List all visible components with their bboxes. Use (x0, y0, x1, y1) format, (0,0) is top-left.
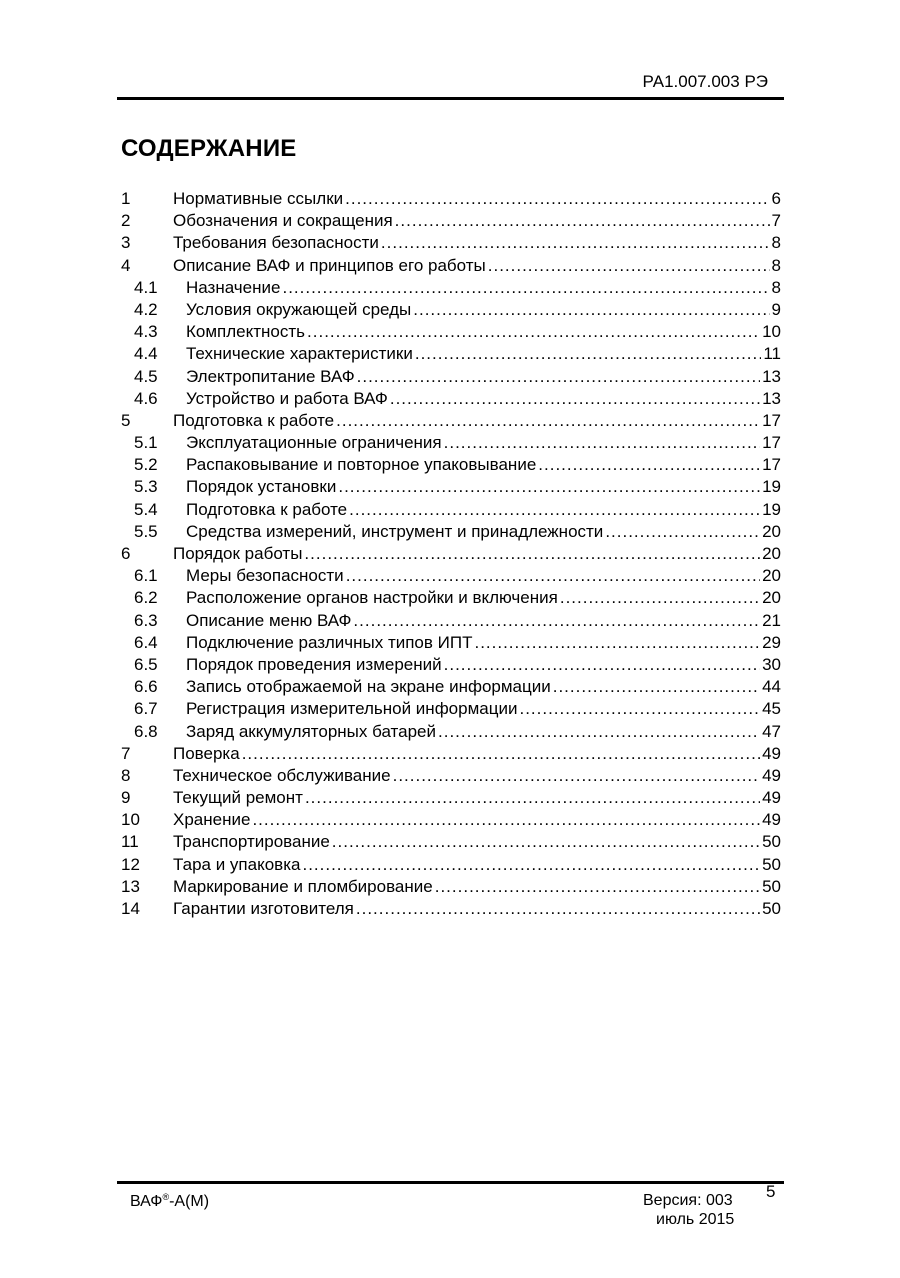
toc-entry-line (186, 610, 781, 632)
toc-entry-line (186, 343, 781, 365)
toc-entry-page: 47 (762, 721, 781, 741)
toc-entry-number: 5.4 (134, 499, 158, 519)
toc-entry-line (186, 432, 781, 454)
toc-entry-line (186, 565, 781, 587)
toc-entry-title: Назначение (186, 277, 281, 297)
toc-entry-title: Заряд аккумуляторных батарей (186, 721, 437, 741)
toc-entry-number: 6 (121, 544, 131, 563)
toc-entry-title: Меры безопасности (186, 566, 344, 586)
toc-entry-line (173, 255, 781, 277)
toc-entry-page: 20 (762, 521, 781, 541)
toc-entry-line (186, 388, 781, 410)
toc-entry-page: 17 (762, 455, 781, 475)
toc-entry-number: 6.2 (134, 588, 158, 608)
toc-entry-title: Порядок проведения измерений (186, 654, 442, 674)
toc-entry[interactable] (121, 410, 781, 432)
toc-entry-number: 6.3 (134, 610, 158, 630)
toc-entry-page: 50 (762, 899, 781, 918)
toc-entry-title: Гарантии изготовителя (173, 899, 354, 918)
toc-entry-number: 10 (121, 810, 140, 830)
toc-entry[interactable] (121, 543, 781, 565)
table-of-contents (121, 188, 781, 920)
toc-entry[interactable] (121, 499, 781, 521)
toc-dot-leader (444, 654, 760, 676)
toc-entry-line (186, 676, 781, 698)
toc-entry-page: 49 (762, 743, 781, 763)
toc-entry-page: 8 (771, 233, 781, 253)
toc-entry-page: 44 (762, 677, 781, 697)
toc-dot-leader (338, 476, 760, 498)
toc-entry[interactable] (121, 721, 781, 743)
toc-entry-number: 6.6 (134, 677, 158, 697)
toc-entry-page: 20 (762, 566, 781, 586)
toc-entry-number: 5 (121, 410, 131, 430)
toc-entry-title: Устройство и работа ВАФ (186, 388, 388, 408)
toc-entry[interactable] (121, 632, 781, 654)
toc-entry-title: Транспортирование (173, 832, 330, 852)
product-suffix: -А(М) (169, 1193, 210, 1210)
toc-entry-number: 2 (121, 211, 131, 231)
toc-entry-page: 17 (762, 433, 781, 453)
toc-entry-title: Требования безопасности (173, 233, 379, 253)
toc-entry-title: Электропитание ВАФ (186, 366, 355, 386)
toc-entry[interactable] (121, 255, 781, 277)
toc-entry-number: 3 (121, 233, 131, 253)
toc-dot-leader (242, 743, 760, 765)
toc-entry-line (173, 809, 781, 831)
toc-entry-page: 7 (771, 211, 781, 231)
toc-entry-page: 10 (762, 322, 781, 342)
toc-entry-line (186, 277, 781, 299)
registered-mark: ® (162, 1192, 170, 1202)
toc-entry-page: 29 (762, 632, 781, 652)
toc-entry-title: Хранение (173, 810, 251, 830)
toc-entry-page: 13 (762, 388, 781, 408)
toc-entry-line (186, 321, 781, 343)
toc-entry-line (186, 499, 781, 521)
toc-entry-line (173, 831, 781, 853)
footer-rule (117, 1181, 784, 1184)
toc-entry-line (173, 898, 781, 920)
toc-dot-leader (395, 210, 770, 232)
toc-entry-page: 8 (771, 255, 781, 275)
toc-entry[interactable] (121, 366, 781, 388)
toc-dot-leader (444, 432, 760, 454)
toc-dot-leader (519, 698, 760, 720)
toc-entry-number: 4.6 (134, 388, 158, 408)
toc-dot-leader (302, 854, 760, 876)
toc-entry[interactable] (121, 454, 781, 476)
toc-entry-number: 6.5 (134, 654, 158, 674)
toc-dot-leader (332, 831, 760, 853)
toc-entry-title: Текущий ремонт (173, 788, 303, 808)
toc-entry-page: 45 (762, 699, 781, 719)
toc-dot-leader (252, 809, 760, 831)
toc-dot-leader (349, 499, 760, 521)
toc-entry-line (186, 654, 781, 676)
toc-entry-number: 1 (121, 189, 131, 208)
toc-entry-title: Подготовка к работе (173, 410, 335, 430)
toc-entry-line (186, 587, 781, 609)
toc-entry[interactable] (121, 299, 781, 321)
toc-entry-title: Порядок установки (186, 477, 337, 497)
toc-entry-number: 6.7 (134, 699, 158, 719)
toc-entry-page: 49 (762, 765, 781, 785)
toc-entry[interactable] (121, 587, 781, 609)
toc-entry-number: 7 (121, 743, 131, 763)
toc-entry-title: Расположение органов настройки и включения (186, 588, 558, 608)
toc-entry[interactable] (121, 388, 781, 410)
toc-dot-leader (488, 255, 770, 277)
toc-entry-title: Эксплуатационные ограничения (186, 433, 442, 453)
toc-entry-title: Подключение различных типов ИПТ (186, 632, 473, 652)
toc-dot-leader (390, 388, 760, 410)
toc-entry-number: 5.2 (134, 455, 158, 475)
toc-entry-line (173, 543, 781, 565)
toc-entry-number: 11 (121, 832, 139, 852)
toc-entry-number: 4.3 (134, 322, 158, 342)
toc-dot-leader (605, 521, 760, 543)
toc-entry-number: 5.3 (134, 477, 158, 497)
toc-dot-leader (474, 632, 760, 654)
toc-dot-leader (538, 454, 760, 476)
toc-entry-page: 13 (762, 366, 781, 386)
toc-entry-page: 21 (762, 610, 781, 630)
toc-entry[interactable] (121, 787, 781, 809)
toc-entry[interactable] (121, 654, 781, 676)
toc-entry-page: 6 (771, 189, 781, 208)
toc-entry-page: 20 (762, 588, 781, 608)
toc-entry[interactable] (121, 232, 781, 254)
toc-entry-number: 6.4 (134, 632, 158, 652)
toc-entry[interactable] (121, 876, 781, 898)
toc-dot-leader (381, 232, 770, 254)
toc-entry-page: 50 (762, 876, 781, 896)
toc-dot-leader (336, 410, 760, 432)
page-title: СОДЕРЖАНИЕ (121, 135, 297, 162)
toc-entry-title: Описание ВАФ и принципов его работы (173, 255, 486, 275)
toc-entry-line (173, 743, 781, 765)
toc-dot-leader (413, 299, 769, 321)
toc-entry-number: 6.8 (134, 721, 158, 741)
toc-dot-leader (553, 676, 760, 698)
toc-entry[interactable] (121, 188, 781, 210)
toc-entry-title: Технические характеристики (186, 344, 413, 364)
toc-entry[interactable] (121, 432, 781, 454)
page-header (117, 72, 784, 98)
toc-entry-page: 19 (762, 499, 781, 519)
toc-entry-page: 17 (762, 410, 781, 430)
toc-entry-page: 50 (762, 854, 781, 874)
toc-entry[interactable] (121, 321, 781, 343)
toc-entry-line (186, 476, 781, 498)
toc-entry-number: 12 (121, 854, 140, 874)
toc-entry-number: 9 (121, 788, 131, 808)
toc-dot-leader (304, 543, 760, 565)
toc-entry-number: 5.5 (134, 521, 158, 541)
toc-dot-leader (393, 765, 760, 787)
toc-entry-line (173, 765, 781, 787)
toc-entry-number: 6.1 (134, 566, 158, 586)
toc-entry[interactable] (121, 521, 781, 543)
toc-entry-line (173, 210, 781, 232)
toc-entry[interactable] (121, 698, 781, 720)
toc-entry-title: Поверка (173, 743, 240, 763)
toc-entry-number: 4.5 (134, 366, 158, 386)
toc-entry-page: 49 (762, 788, 781, 808)
toc-entry[interactable] (121, 765, 781, 787)
toc-entry-number: 4.4 (134, 344, 158, 364)
toc-entry-page: 30 (762, 654, 781, 674)
toc-entry-title: Средства измерений, инструмент и принадлежности (186, 521, 604, 541)
footer-version: Версия: 003 (643, 1192, 733, 1209)
toc-entry-title: Условия окружающей среды (186, 299, 412, 319)
toc-entry-page: 8 (771, 277, 781, 297)
page-number: 5 (766, 1182, 776, 1201)
toc-dot-leader (346, 565, 760, 587)
toc-dot-leader (282, 277, 769, 299)
toc-dot-leader (305, 787, 760, 809)
toc-entry-number: 13 (121, 876, 140, 896)
toc-entry[interactable] (121, 343, 781, 365)
toc-entry-title: Подготовка к работе (186, 499, 348, 519)
toc-entry[interactable] (121, 210, 781, 232)
toc-entry-line (186, 698, 781, 720)
footer-date: июль 2015 (656, 1211, 735, 1228)
toc-entry-line (186, 521, 781, 543)
toc-entry[interactable] (121, 676, 781, 698)
toc-entry-title: Техническое обслуживание (173, 765, 391, 785)
toc-entry-number: 5.1 (134, 433, 158, 453)
toc-dot-leader (357, 366, 760, 388)
document-code: РА1.007.003 РЭ (642, 72, 768, 91)
toc-entry[interactable] (121, 610, 781, 632)
toc-entry-line (186, 299, 781, 321)
toc-entry-number: 4.1 (134, 277, 158, 297)
toc-entry[interactable] (121, 831, 781, 853)
toc-entry[interactable] (121, 476, 781, 498)
toc-entry-page: 20 (762, 544, 781, 563)
toc-entry-title: Порядок работы (173, 544, 303, 563)
toc-dot-leader (415, 343, 762, 365)
toc-dot-leader (438, 721, 760, 743)
toc-entry-number: 8 (121, 765, 131, 785)
toc-entry-line (173, 876, 781, 898)
toc-entry-title: Обозначения и сокращения (173, 211, 393, 231)
toc-entry[interactable] (121, 898, 781, 920)
toc-entry[interactable] (121, 743, 781, 765)
toc-entry-line (173, 232, 781, 254)
toc-entry-line (186, 366, 781, 388)
header-rule (117, 97, 784, 100)
toc-entry-page: 49 (762, 810, 781, 830)
toc-entry-page: 19 (762, 477, 781, 497)
toc-entry-title: Нормативные ссылки (173, 189, 344, 208)
toc-entry-line (173, 188, 781, 210)
toc-entry-title: Запись отображаемой на экране информации (186, 677, 551, 697)
toc-entry-line (173, 787, 781, 809)
toc-entry-number: 14 (121, 899, 140, 918)
toc-dot-leader (435, 876, 760, 898)
footer-product (130, 1192, 209, 1211)
toc-entry-title: Описание меню ВАФ (186, 610, 352, 630)
toc-entry-title: Распаковывание и повторное упаковывание (186, 455, 537, 475)
toc-entry-title: Тара и упаковка (173, 854, 301, 874)
toc-dot-leader (560, 587, 760, 609)
toc-entry-line (186, 454, 781, 476)
toc-dot-leader (353, 610, 760, 632)
toc-entry[interactable] (121, 854, 781, 876)
toc-entry-line (186, 632, 781, 654)
toc-dot-leader (307, 321, 760, 343)
toc-dot-leader (356, 898, 760, 920)
toc-entry-page: 11 (763, 344, 781, 364)
toc-entry-number: 4 (121, 255, 131, 275)
toc-entry[interactable] (121, 809, 781, 831)
toc-dot-leader (345, 188, 769, 210)
toc-entry-page: 50 (762, 832, 781, 852)
toc-entry-page: 9 (771, 299, 781, 319)
toc-entry-title: Маркирование и пломбирование (173, 876, 433, 896)
toc-entry[interactable] (121, 277, 781, 299)
toc-entry-line (173, 854, 781, 876)
toc-entry-number: 4.2 (134, 299, 158, 319)
toc-entry-title: Комплектность (186, 322, 306, 342)
toc-entry-line (186, 721, 781, 743)
product-name: ВАФ (130, 1193, 163, 1210)
toc-entry-line (173, 410, 781, 432)
toc-entry[interactable] (121, 565, 781, 587)
toc-entry-title: Регистрация измерительной информации (186, 699, 518, 719)
